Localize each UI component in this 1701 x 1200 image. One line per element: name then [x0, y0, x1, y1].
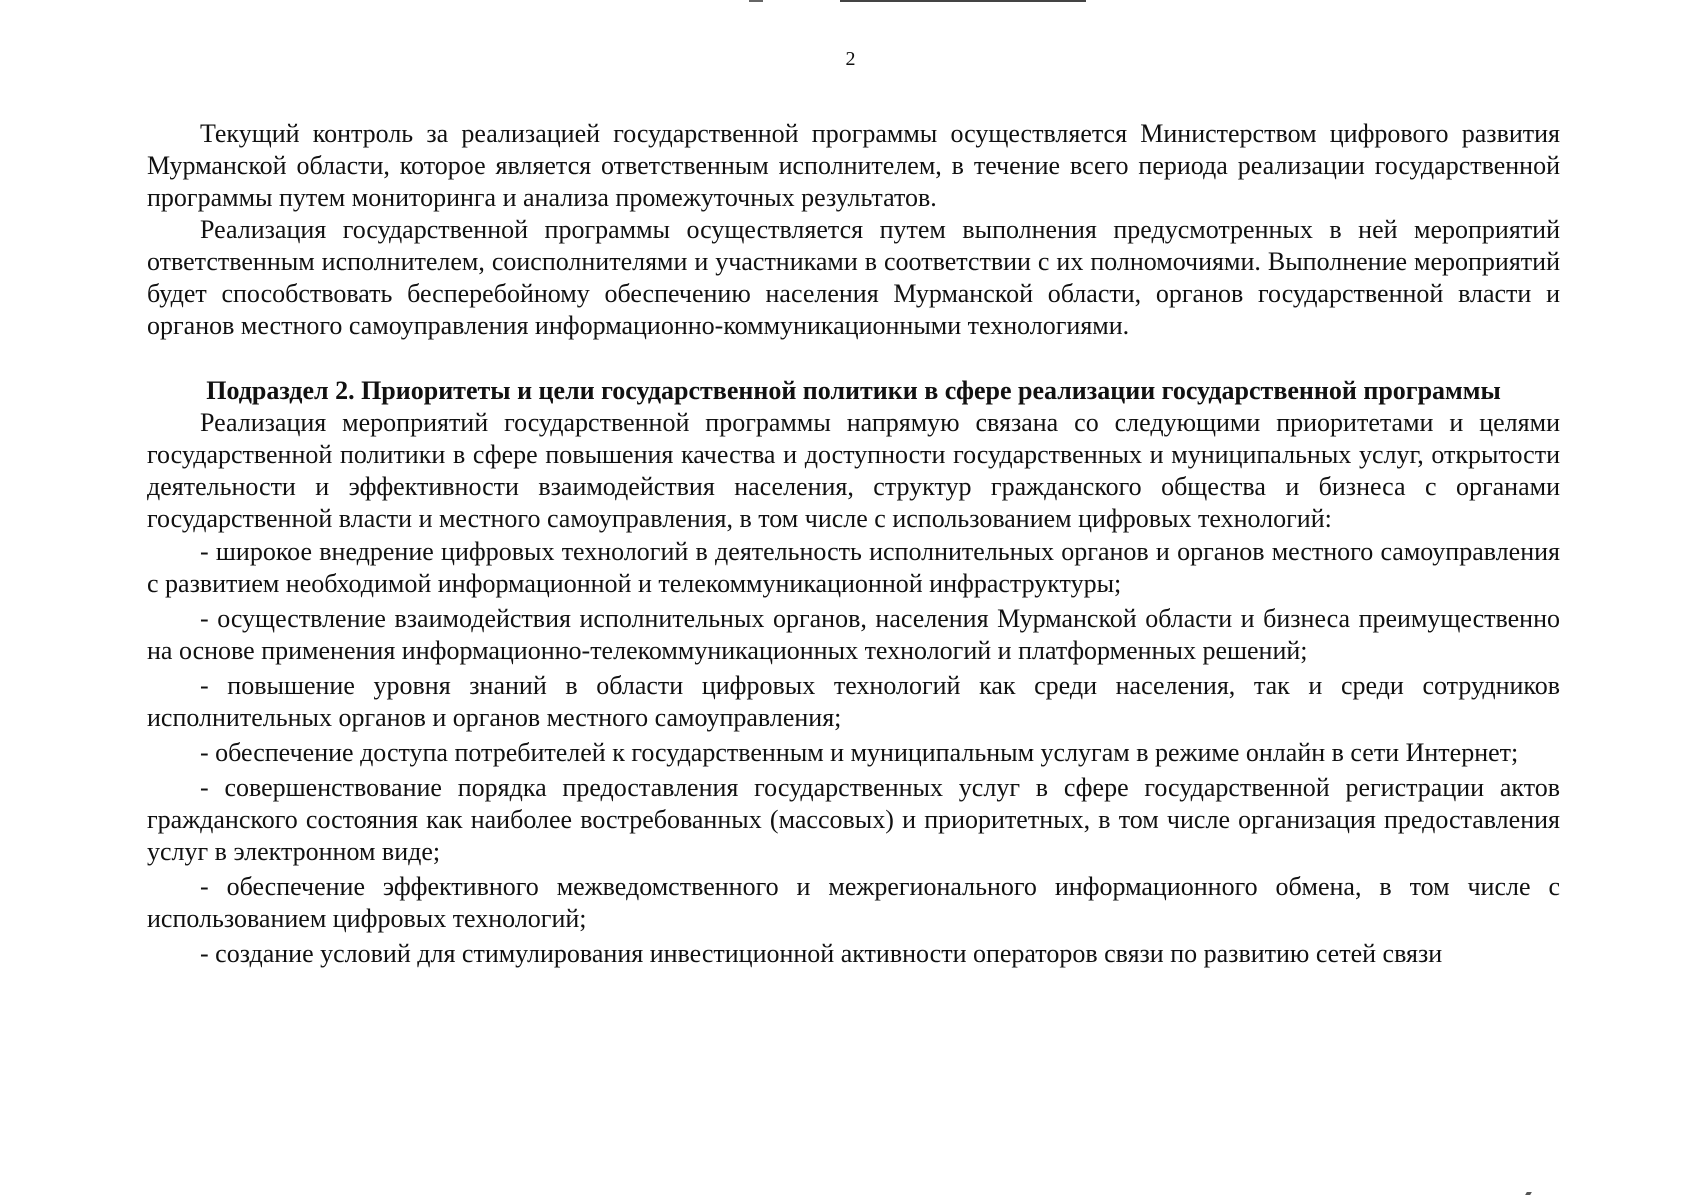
list-item: - обеспечение эффективного межведомственного и межрегионального информационного обмена, в том числе с использованием цифровых технологий; [147, 872, 1560, 933]
list-item: - осуществление взаимодействия исполнительных органов, населения Мурманской области и бизнеса преимущественно на основе применения информационно-телекоммуникационных технологий и платформенных решений; [147, 604, 1560, 665]
header-mark [749, 0, 763, 2]
document-body [147, 118, 1560, 970]
section-intro: Реализация мероприятий государственной программы напрямую связана со следующими приоритетами и целями государственной политики в сфере повышения качества и доступности государственных и муниципальных услуг, открытости деятельности и эффективности взаимодействия населения, структур гражданского общества и бизнеса с органами государственной власти и местного самоуправления, в том числе с использованием цифровых технологий: [147, 408, 1560, 533]
list-item: - широкое внедрение цифровых технологий в деятельность исполнительных органов и органов местного самоуправления с развитием необходимой информационной и телекоммуникационной инфраструктуры; [147, 537, 1560, 598]
paragraph-implementation: Реализация государственной программы осуществляется путем выполнения предусмотренных в ней мероприятий ответственным исполнителем, соисполнителями и участниками в соответствии с их полномочиями. Выполнение мероприятий будет способствовать бесперебойному обеспечению населения Мурманской области, органов государственной власти и органов местного самоуправления информационно-коммуникационными технологиями. [147, 215, 1560, 340]
header-rule [840, 0, 1086, 2]
list-item: - повышение уровня знаний в области цифровых технологий как среди населения, так и среди сотрудников исполнительных органов и органов местного самоуправления; [147, 671, 1560, 732]
page-number: 2 [845, 48, 856, 70]
paragraph-current-control: Текущий контроль за реализацией государственной программы осуществляется Министерством цифрового развития Мурманской области, которое является ответственным исполнителем, в течение всего периода реализации государственной программы путем мониторинга и анализа промежуточных результатов. [147, 119, 1560, 212]
list-item: - совершенствование порядка предоставления государственных услуг в сфере государственной регистрации актов гражданского состояния как наиболее востребованных (массовых) и приоритетных, в том числе организация предоставления услуг в электронном виде; [147, 773, 1560, 866]
section-title: Подраздел 2. Приоритеты и цели государственной политики в сфере реализации государственной программы [206, 376, 1501, 405]
list-item: - создание условий для стимулирования инвестиционной активности операторов связи по развитию сетей связи [200, 939, 1443, 968]
list-item: - обеспечение доступа потребителей к государственным и муниципальным услугам в режиме онлайн в сети Интернет; [200, 738, 1519, 767]
scan-mark [1525, 1192, 1532, 1195]
